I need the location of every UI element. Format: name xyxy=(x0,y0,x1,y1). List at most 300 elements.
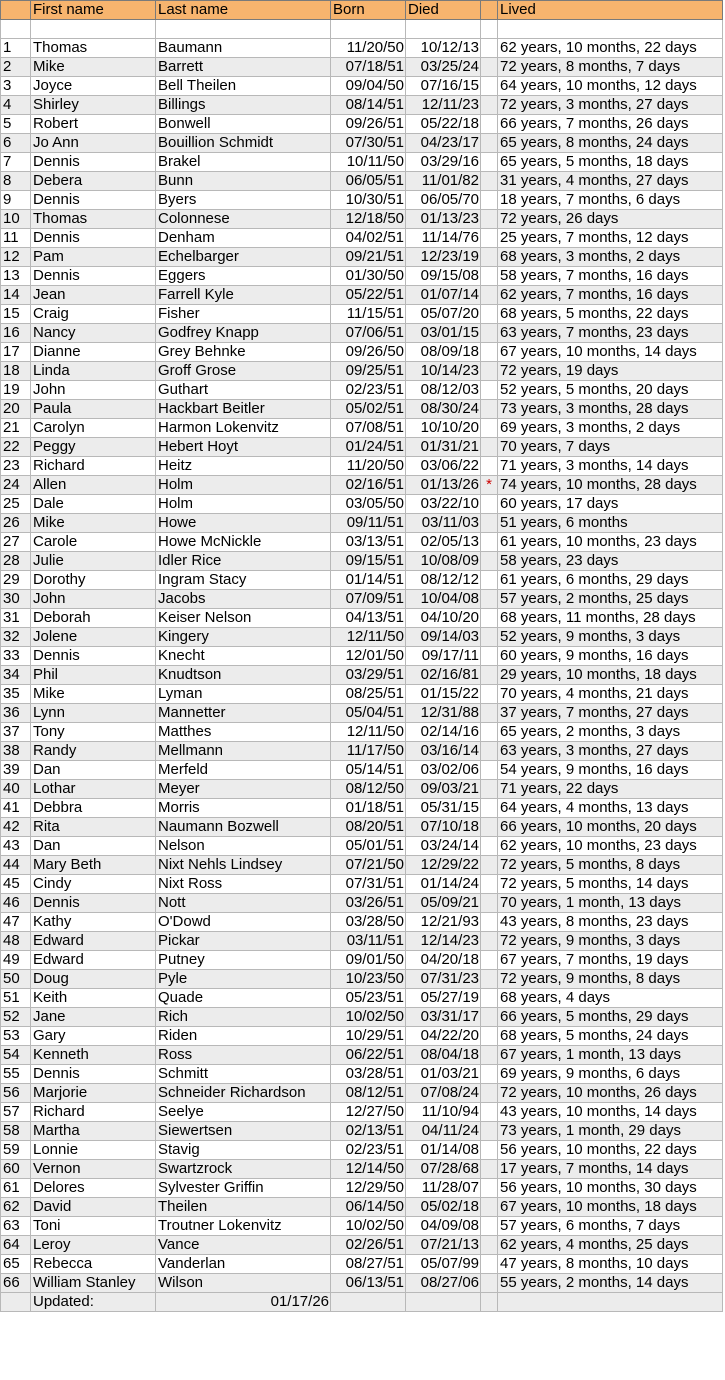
first-name-cell: Mike xyxy=(31,514,156,533)
first-name-cell: Dianne xyxy=(31,343,156,362)
lived-cell: 61 years, 10 months, 23 days xyxy=(498,533,723,552)
last-name-cell: Idler Rice xyxy=(156,552,331,571)
died-cell: 04/11/24 xyxy=(406,1122,481,1141)
table-row xyxy=(1,286,723,305)
died-cell: 01/14/24 xyxy=(406,875,481,894)
last-name-cell: Groff Grose xyxy=(156,362,331,381)
table-row xyxy=(1,400,723,419)
lived-cell: 60 years, 9 months, 16 days xyxy=(498,647,723,666)
table-row xyxy=(1,96,723,115)
lived-cell: 63 years, 3 months, 27 days xyxy=(498,742,723,761)
died-cell: 11/01/82 xyxy=(406,172,481,191)
note-marker xyxy=(481,210,498,229)
note-marker xyxy=(481,324,498,343)
first-name-cell: Thomas xyxy=(31,39,156,58)
note-marker xyxy=(481,229,498,248)
lived-cell: 55 years, 2 months, 14 days xyxy=(498,1274,723,1293)
note-marker xyxy=(481,286,498,305)
first-name-cell: Thomas xyxy=(31,210,156,229)
first-name-cell: Leroy xyxy=(31,1236,156,1255)
born-cell: 04/02/51 xyxy=(331,229,406,248)
note-marker xyxy=(481,1008,498,1027)
born-cell: 08/12/50 xyxy=(331,780,406,799)
row-index: 66 xyxy=(1,1274,31,1293)
note-marker xyxy=(481,742,498,761)
lived-cell: 43 years, 8 months, 23 days xyxy=(498,913,723,932)
died-cell: 04/23/17 xyxy=(406,134,481,153)
table-row xyxy=(1,1122,723,1141)
lived-cell: 58 years, 7 months, 16 days xyxy=(498,267,723,286)
born-cell: 05/01/51 xyxy=(331,837,406,856)
lived-cell: 56 years, 10 months, 30 days xyxy=(498,1179,723,1198)
died-cell: 01/14/08 xyxy=(406,1141,481,1160)
last-name-cell: Barrett xyxy=(156,58,331,77)
lived-cell: 62 years, 10 months, 23 days xyxy=(498,837,723,856)
born-cell: 09/15/51 xyxy=(331,552,406,571)
born-cell: 12/11/50 xyxy=(331,723,406,742)
row-index: 3 xyxy=(1,77,31,96)
header-last-name: Last name xyxy=(156,1,331,20)
died-cell: 08/09/18 xyxy=(406,343,481,362)
born-cell: 07/31/51 xyxy=(331,875,406,894)
born-cell: 03/11/51 xyxy=(331,932,406,951)
last-name-cell: Bouillion Schmidt xyxy=(156,134,331,153)
lived-cell: 70 years, 1 month, 13 days xyxy=(498,894,723,913)
first-name-cell: Dennis xyxy=(31,894,156,913)
first-name-cell: Dennis xyxy=(31,229,156,248)
last-name-cell: Howe McNickle xyxy=(156,533,331,552)
spacer-cell xyxy=(481,20,498,39)
lived-cell: 72 years, 19 days xyxy=(498,362,723,381)
table-row xyxy=(1,362,723,381)
born-cell: 11/17/50 xyxy=(331,742,406,761)
last-name-cell: Meyer xyxy=(156,780,331,799)
row-index: 10 xyxy=(1,210,31,229)
born-cell: 08/25/51 xyxy=(331,685,406,704)
note-marker xyxy=(481,1160,498,1179)
updated-date: 01/17/26 xyxy=(156,1293,331,1312)
lived-cell: 68 years, 11 months, 28 days xyxy=(498,609,723,628)
born-cell: 07/18/51 xyxy=(331,58,406,77)
died-cell: 07/10/18 xyxy=(406,818,481,837)
row-index: 61 xyxy=(1,1179,31,1198)
row-index: 30 xyxy=(1,590,31,609)
row-index: 1 xyxy=(1,39,31,58)
lived-cell: 72 years, 9 months, 3 days xyxy=(498,932,723,951)
table-row xyxy=(1,229,723,248)
died-cell: 09/14/03 xyxy=(406,628,481,647)
born-cell: 01/24/51 xyxy=(331,438,406,457)
row-index: 45 xyxy=(1,875,31,894)
last-name-cell: Matthes xyxy=(156,723,331,742)
died-cell: 10/12/13 xyxy=(406,39,481,58)
lived-cell: 62 years, 7 months, 16 days xyxy=(498,286,723,305)
note-marker xyxy=(481,1255,498,1274)
died-cell: 07/28/68 xyxy=(406,1160,481,1179)
row-index: 59 xyxy=(1,1141,31,1160)
table-row xyxy=(1,837,723,856)
row-index: 19 xyxy=(1,381,31,400)
first-name-cell: William Stanley xyxy=(31,1274,156,1293)
first-name-cell: Lynn xyxy=(31,704,156,723)
last-name-cell: Guthart xyxy=(156,381,331,400)
footer-empty xyxy=(481,1293,498,1312)
table-row xyxy=(1,1008,723,1027)
row-index: 46 xyxy=(1,894,31,913)
born-cell: 10/02/50 xyxy=(331,1217,406,1236)
born-cell: 01/30/50 xyxy=(331,267,406,286)
note-marker xyxy=(481,875,498,894)
table-row xyxy=(1,267,723,286)
last-name-cell: Nixt Nehls Lindsey xyxy=(156,856,331,875)
updated-label: Updated: xyxy=(31,1293,156,1312)
lived-cell: 66 years, 10 months, 20 days xyxy=(498,818,723,837)
row-index: 49 xyxy=(1,951,31,970)
row-index: 53 xyxy=(1,1027,31,1046)
last-name-cell: Bonwell xyxy=(156,115,331,134)
died-cell: 05/07/20 xyxy=(406,305,481,324)
lived-cell: 56 years, 10 months, 22 days xyxy=(498,1141,723,1160)
row-index: 41 xyxy=(1,799,31,818)
last-name-cell: Grey Behnke xyxy=(156,343,331,362)
row-index: 37 xyxy=(1,723,31,742)
lived-cell: 43 years, 10 months, 14 days xyxy=(498,1103,723,1122)
last-name-cell: Vance xyxy=(156,1236,331,1255)
note-marker xyxy=(481,514,498,533)
first-name-cell: Mike xyxy=(31,685,156,704)
table-row xyxy=(1,248,723,267)
row-index: 39 xyxy=(1,761,31,780)
first-name-cell: David xyxy=(31,1198,156,1217)
lived-cell: 57 years, 6 months, 7 days xyxy=(498,1217,723,1236)
first-name-cell: Debera xyxy=(31,172,156,191)
row-index: 51 xyxy=(1,989,31,1008)
note-marker xyxy=(481,856,498,875)
note-marker xyxy=(481,77,498,96)
first-name-cell: Edward xyxy=(31,932,156,951)
last-name-cell: Pickar xyxy=(156,932,331,951)
first-name-cell: Dennis xyxy=(31,647,156,666)
died-cell: 07/21/13 xyxy=(406,1236,481,1255)
died-cell: 08/12/12 xyxy=(406,571,481,590)
born-cell: 04/13/51 xyxy=(331,609,406,628)
note-marker xyxy=(481,552,498,571)
note-marker xyxy=(481,799,498,818)
note-marker xyxy=(481,267,498,286)
last-name-cell: Hebert Hoyt xyxy=(156,438,331,457)
first-name-cell: Jolene xyxy=(31,628,156,647)
last-name-cell: Schneider Richardson xyxy=(156,1084,331,1103)
row-index: 32 xyxy=(1,628,31,647)
first-name-cell: Rebecca xyxy=(31,1255,156,1274)
last-name-cell: Siewertsen xyxy=(156,1122,331,1141)
lived-cell: 62 years, 10 months, 22 days xyxy=(498,39,723,58)
row-index: 60 xyxy=(1,1160,31,1179)
table-row xyxy=(1,951,723,970)
born-cell: 05/23/51 xyxy=(331,989,406,1008)
last-name-cell: Swartzrock xyxy=(156,1160,331,1179)
row-index: 4 xyxy=(1,96,31,115)
died-cell: 04/09/08 xyxy=(406,1217,481,1236)
born-cell: 03/26/51 xyxy=(331,894,406,913)
lived-cell: 72 years, 26 days xyxy=(498,210,723,229)
table-row xyxy=(1,818,723,837)
row-index: 64 xyxy=(1,1236,31,1255)
note-marker xyxy=(481,533,498,552)
note-marker xyxy=(481,1236,498,1255)
died-cell: 04/20/18 xyxy=(406,951,481,970)
first-name-cell: Phil xyxy=(31,666,156,685)
last-name-cell: Echelbarger xyxy=(156,248,331,267)
table-row xyxy=(1,1179,723,1198)
lived-cell: 62 years, 4 months, 25 days xyxy=(498,1236,723,1255)
note-marker xyxy=(481,590,498,609)
last-name-cell: Stavig xyxy=(156,1141,331,1160)
born-cell: 07/09/51 xyxy=(331,590,406,609)
note-marker xyxy=(481,780,498,799)
died-cell: 04/10/20 xyxy=(406,609,481,628)
born-cell: 07/21/50 xyxy=(331,856,406,875)
row-index: 2 xyxy=(1,58,31,77)
row-index: 28 xyxy=(1,552,31,571)
lived-cell: 74 years, 10 months, 28 days xyxy=(498,476,723,495)
died-cell: 07/31/23 xyxy=(406,970,481,989)
first-name-cell: Jean xyxy=(31,286,156,305)
note-marker xyxy=(481,685,498,704)
header-born: Born xyxy=(331,1,406,20)
first-name-cell: Jane xyxy=(31,1008,156,1027)
note-marker xyxy=(481,666,498,685)
note-marker xyxy=(481,894,498,913)
lived-cell: 60 years, 17 days xyxy=(498,495,723,514)
first-name-cell: Randy xyxy=(31,742,156,761)
last-name-cell: Kingery xyxy=(156,628,331,647)
row-index: 7 xyxy=(1,153,31,172)
note-marker: * xyxy=(481,476,498,495)
first-name-cell: Toni xyxy=(31,1217,156,1236)
born-cell: 01/14/51 xyxy=(331,571,406,590)
table-row xyxy=(1,704,723,723)
born-cell: 05/02/51 xyxy=(331,400,406,419)
footer-empty xyxy=(406,1293,481,1312)
died-cell: 09/03/21 xyxy=(406,780,481,799)
note-marker xyxy=(481,1065,498,1084)
died-cell: 11/14/76 xyxy=(406,229,481,248)
spacer-cell xyxy=(156,20,331,39)
row-index: 5 xyxy=(1,115,31,134)
note-marker xyxy=(481,305,498,324)
row-index: 8 xyxy=(1,172,31,191)
note-marker xyxy=(481,970,498,989)
died-cell: 09/15/08 xyxy=(406,267,481,286)
table-row xyxy=(1,305,723,324)
lived-cell: 65 years, 5 months, 18 days xyxy=(498,153,723,172)
born-cell: 07/30/51 xyxy=(331,134,406,153)
last-name-cell: Rich xyxy=(156,1008,331,1027)
table-row xyxy=(1,324,723,343)
died-cell: 12/29/22 xyxy=(406,856,481,875)
row-index: 56 xyxy=(1,1084,31,1103)
died-cell: 05/31/15 xyxy=(406,799,481,818)
born-cell: 12/27/50 xyxy=(331,1103,406,1122)
table-row xyxy=(1,1160,723,1179)
last-name-cell: Naumann Bozwell xyxy=(156,818,331,837)
born-cell: 09/01/50 xyxy=(331,951,406,970)
born-cell: 07/06/51 xyxy=(331,324,406,343)
first-name-cell: Marjorie xyxy=(31,1084,156,1103)
table-row xyxy=(1,1255,723,1274)
last-name-cell: Godfrey Knapp xyxy=(156,324,331,343)
last-name-cell: Wilson xyxy=(156,1274,331,1293)
died-cell: 03/11/03 xyxy=(406,514,481,533)
table-row xyxy=(1,742,723,761)
died-cell: 08/30/24 xyxy=(406,400,481,419)
first-name-cell: Delores xyxy=(31,1179,156,1198)
lived-cell: 72 years, 8 months, 7 days xyxy=(498,58,723,77)
born-cell: 12/29/50 xyxy=(331,1179,406,1198)
spacer-row xyxy=(1,20,723,39)
last-name-cell: Jacobs xyxy=(156,590,331,609)
last-name-cell: Holm xyxy=(156,495,331,514)
first-name-cell: Deborah xyxy=(31,609,156,628)
row-index: 36 xyxy=(1,704,31,723)
died-cell: 03/06/22 xyxy=(406,457,481,476)
row-index: 65 xyxy=(1,1255,31,1274)
first-name-cell: Shirley xyxy=(31,96,156,115)
table-row xyxy=(1,1217,723,1236)
first-name-cell: Kenneth xyxy=(31,1046,156,1065)
note-marker xyxy=(481,115,498,134)
table-row xyxy=(1,989,723,1008)
first-name-cell: Mike xyxy=(31,58,156,77)
died-cell: 11/10/94 xyxy=(406,1103,481,1122)
born-cell: 10/29/51 xyxy=(331,1027,406,1046)
lived-cell: 18 years, 7 months, 6 days xyxy=(498,191,723,210)
born-cell: 10/23/50 xyxy=(331,970,406,989)
last-name-cell: Schmitt xyxy=(156,1065,331,1084)
first-name-cell: Carolyn xyxy=(31,419,156,438)
table-row xyxy=(1,894,723,913)
header-died: Died xyxy=(406,1,481,20)
row-index: 34 xyxy=(1,666,31,685)
lived-cell: 68 years, 4 days xyxy=(498,989,723,1008)
table-row xyxy=(1,457,723,476)
last-name-cell: Billings xyxy=(156,96,331,115)
note-marker xyxy=(481,362,498,381)
last-name-cell: Howe xyxy=(156,514,331,533)
died-cell: 05/07/99 xyxy=(406,1255,481,1274)
lived-cell: 25 years, 7 months, 12 days xyxy=(498,229,723,248)
row-index: 26 xyxy=(1,514,31,533)
lived-cell: 29 years, 10 months, 18 days xyxy=(498,666,723,685)
last-name-cell: Morris xyxy=(156,799,331,818)
header-row xyxy=(1,1,723,20)
first-name-cell: Dennis xyxy=(31,267,156,286)
first-name-cell: Dennis xyxy=(31,1065,156,1084)
born-cell: 03/29/51 xyxy=(331,666,406,685)
row-index: 20 xyxy=(1,400,31,419)
spacer-cell xyxy=(31,20,156,39)
lived-cell: 67 years, 10 months, 14 days xyxy=(498,343,723,362)
table-row xyxy=(1,685,723,704)
born-cell: 12/01/50 xyxy=(331,647,406,666)
first-name-cell: Dennis xyxy=(31,191,156,210)
note-marker xyxy=(481,913,498,932)
first-name-cell: Rita xyxy=(31,818,156,837)
note-marker xyxy=(481,457,498,476)
table-row xyxy=(1,1084,723,1103)
died-cell: 12/31/88 xyxy=(406,704,481,723)
born-cell: 12/14/50 xyxy=(331,1160,406,1179)
lived-cell: 68 years, 3 months, 2 days xyxy=(498,248,723,267)
last-name-cell: Putney xyxy=(156,951,331,970)
table-row xyxy=(1,932,723,951)
note-marker xyxy=(481,1103,498,1122)
died-cell: 12/21/93 xyxy=(406,913,481,932)
note-marker xyxy=(481,1084,498,1103)
row-index: 29 xyxy=(1,571,31,590)
last-name-cell: Nott xyxy=(156,894,331,913)
table-row xyxy=(1,761,723,780)
table-body xyxy=(1,39,723,1293)
born-cell: 09/25/51 xyxy=(331,362,406,381)
note-marker xyxy=(481,1179,498,1198)
lived-cell: 52 years, 5 months, 20 days xyxy=(498,381,723,400)
died-cell: 11/28/07 xyxy=(406,1179,481,1198)
last-name-cell: Ross xyxy=(156,1046,331,1065)
last-name-cell: Merfeld xyxy=(156,761,331,780)
lived-cell: 52 years, 9 months, 3 days xyxy=(498,628,723,647)
last-name-cell: Bell Theilen xyxy=(156,77,331,96)
last-name-cell: Troutner Lokenvitz xyxy=(156,1217,331,1236)
note-marker xyxy=(481,1046,498,1065)
footer-row xyxy=(1,1293,723,1312)
died-cell: 12/23/19 xyxy=(406,248,481,267)
last-name-cell: Theilen xyxy=(156,1198,331,1217)
lived-cell: 54 years, 9 months, 16 days xyxy=(498,761,723,780)
row-index: 22 xyxy=(1,438,31,457)
table-row xyxy=(1,590,723,609)
lived-cell: 47 years, 8 months, 10 days xyxy=(498,1255,723,1274)
row-index: 42 xyxy=(1,818,31,837)
born-cell: 08/14/51 xyxy=(331,96,406,115)
born-cell: 08/27/51 xyxy=(331,1255,406,1274)
last-name-cell: Nelson xyxy=(156,837,331,856)
first-name-cell: Mary Beth xyxy=(31,856,156,875)
born-cell: 06/13/51 xyxy=(331,1274,406,1293)
last-name-cell: Ingram Stacy xyxy=(156,571,331,590)
last-name-cell: Lyman xyxy=(156,685,331,704)
died-cell: 03/29/16 xyxy=(406,153,481,172)
died-cell: 02/14/16 xyxy=(406,723,481,742)
first-name-cell: Doug xyxy=(31,970,156,989)
row-index: 21 xyxy=(1,419,31,438)
last-name-cell: Bunn xyxy=(156,172,331,191)
last-name-cell: Harmon Lokenvitz xyxy=(156,419,331,438)
row-index: 50 xyxy=(1,970,31,989)
died-cell: 10/08/09 xyxy=(406,552,481,571)
born-cell: 08/20/51 xyxy=(331,818,406,837)
died-cell: 01/13/26 xyxy=(406,476,481,495)
footer-empty xyxy=(498,1293,723,1312)
table-row xyxy=(1,571,723,590)
born-cell: 03/28/51 xyxy=(331,1065,406,1084)
died-cell: 03/16/14 xyxy=(406,742,481,761)
died-cell: 02/16/81 xyxy=(406,666,481,685)
lived-cell: 31 years, 4 months, 27 days xyxy=(498,172,723,191)
first-name-cell: Gary xyxy=(31,1027,156,1046)
row-index: 6 xyxy=(1,134,31,153)
